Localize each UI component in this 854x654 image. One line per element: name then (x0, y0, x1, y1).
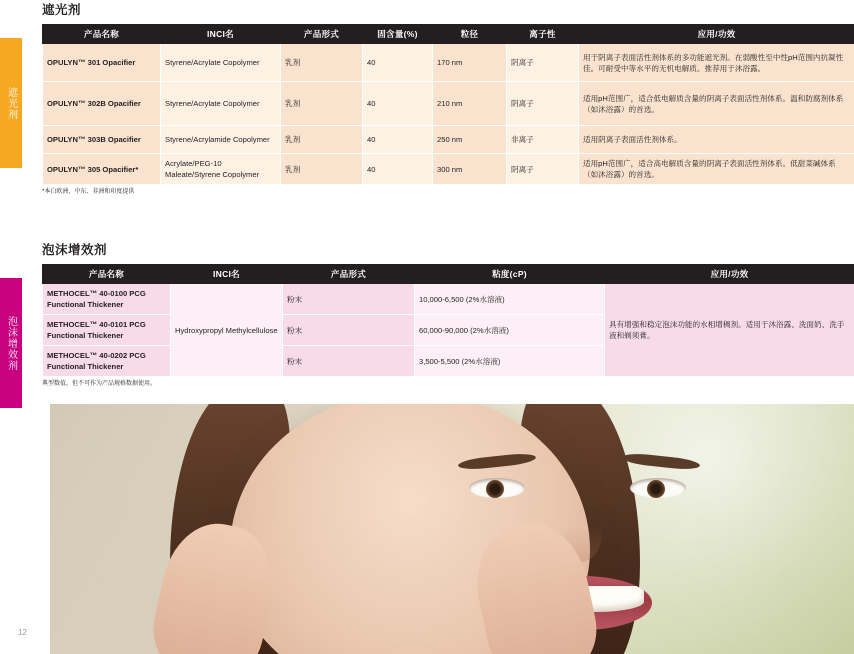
cell-form: 粉末 (283, 284, 415, 315)
col-form: 产品形式 (281, 25, 363, 44)
cell-ionicity: 阴离子 (507, 44, 579, 82)
section-foam-booster (42, 240, 854, 388)
col-application: 应用/功效 (579, 25, 854, 44)
col-ionicity: 离子性 (507, 25, 579, 44)
cell-form: 粉末 (283, 346, 415, 377)
photo-eye-left (469, 478, 525, 498)
photo-iris (647, 480, 665, 498)
section-title: 泡沫增效剂 (42, 243, 108, 257)
cell-inci-name: Styrene/Acrylate Copolymer (161, 82, 281, 126)
cell-viscosity: 60,000-90,000 (2%水溶液) (415, 315, 605, 346)
col-inci-name: INCI名 (171, 265, 283, 284)
cell-product-name: OPULYN™ 305 Opacifier* (43, 154, 161, 185)
section-opacifier (42, 0, 854, 196)
cell-inci-name: Styrene/Acrylamide Copolymer (161, 126, 281, 154)
cell-form: 粉末 (283, 315, 415, 346)
cell-application: 具有增强和稳定泡沫功能的水相增稠剂。适用于沐浴露、洗面奶、洗手液和剃须膏。 (605, 284, 854, 377)
cell-ionicity: 非离子 (507, 126, 579, 154)
cell-application: 适用pH范围广，适合高电解质含量的阴离子表面活性剂体系。低甜菜碱体系（如沐浴露）的首选。 (579, 154, 854, 185)
table-row (43, 126, 854, 154)
table-header-row (43, 25, 854, 44)
hero-photo (50, 404, 854, 654)
cell-ionicity: 阴离子 (507, 82, 579, 126)
cell-solids: 40 (363, 154, 433, 185)
page-number: 12 (18, 628, 27, 637)
table-footnote: 典型数值，但不可作为产品规格数据使用。 (42, 381, 157, 387)
table-header-row (43, 265, 854, 284)
cell-product-name: METHOCEL™ 40-0202 PCG Functional Thickener (43, 346, 171, 377)
cell-inci-name: Hydroxypropyl Methylcellulose (171, 284, 283, 377)
col-form: 产品形式 (283, 265, 415, 284)
col-product-name: 产品名称 (43, 265, 171, 284)
col-particle-size: 粒径 (433, 25, 507, 44)
section-title: 遮光剂 (42, 3, 82, 17)
col-solids: 固含量(%) (363, 25, 433, 44)
cell-inci-name: Acrylate/PEG-10 Maleate/Styrene Copolymer (161, 154, 281, 185)
col-viscosity: 粘度(cP) (415, 265, 605, 284)
side-tab-label: 泡沫增效剂 (5, 315, 17, 371)
cell-form: 乳剂 (281, 126, 363, 154)
opacifier-table (42, 24, 854, 185)
cell-viscosity: 10,000-6,500 (2%水溶液) (415, 284, 605, 315)
foam-booster-table (42, 264, 854, 377)
cell-product-name: METHOCEL™ 40-0101 PCG Functional Thickener (43, 315, 171, 346)
cell-form: 乳剂 (281, 44, 363, 82)
cell-application: 适用阴离子表面活性剂体系。 (579, 126, 854, 154)
cell-application: 适用pH范围广，适合低电解质含量的阴离子表面活性剂体系。温和防腐剂体系（如沐浴露）的首选。 (579, 82, 854, 126)
col-application: 应用/功效 (605, 265, 854, 284)
cell-particle-size: 250 nm (433, 126, 507, 154)
cell-application: 用于阴离子表面活性剂体系的多功能遮光剂。在弱酸性至中性pH范围内抗凝性佳。可耐受中等水平的无机电解质。推荐用于沐浴露。 (579, 44, 854, 82)
table-row (43, 284, 854, 315)
photo-eyebrow-left (458, 452, 537, 471)
cell-viscosity: 3,500-5,500 (2%水溶液) (415, 346, 605, 377)
col-inci-name: INCI名 (161, 25, 281, 44)
cell-particle-size: 170 nm (433, 44, 507, 82)
cell-solids: 40 (363, 82, 433, 126)
cell-product-name: OPULYN™ 301 Opacifier (43, 44, 161, 82)
table-row (43, 154, 854, 185)
table-footnote: *本白欧洲、中东、非洲和印度提供 (42, 189, 135, 195)
cell-inci-name: Styrene/Acrylate Copolymer (161, 44, 281, 82)
cell-product-name: OPULYN™ 303B Opacifier (43, 126, 161, 154)
side-tab-opacifier (0, 38, 22, 168)
table-row (43, 44, 854, 82)
cell-solids: 40 (363, 126, 433, 154)
photo-eye-right (630, 478, 686, 498)
cell-solids: 40 (363, 44, 433, 82)
cell-form: 乳剂 (281, 154, 363, 185)
side-tab-label: 遮光剂 (5, 86, 17, 120)
photo-iris (486, 480, 504, 498)
side-tab-foam-booster (0, 278, 22, 408)
cell-particle-size: 300 nm (433, 154, 507, 185)
cell-product-name: OPULYN™ 302B Opacifier (43, 82, 161, 126)
table-row (43, 82, 854, 126)
cell-particle-size: 210 nm (433, 82, 507, 126)
cell-form: 乳剂 (281, 82, 363, 126)
cell-product-name: METHOCEL™ 40-0100 PCG Functional Thickener (43, 284, 171, 315)
cell-ionicity: 阴离子 (507, 154, 579, 185)
col-product-name: 产品名称 (43, 25, 161, 44)
